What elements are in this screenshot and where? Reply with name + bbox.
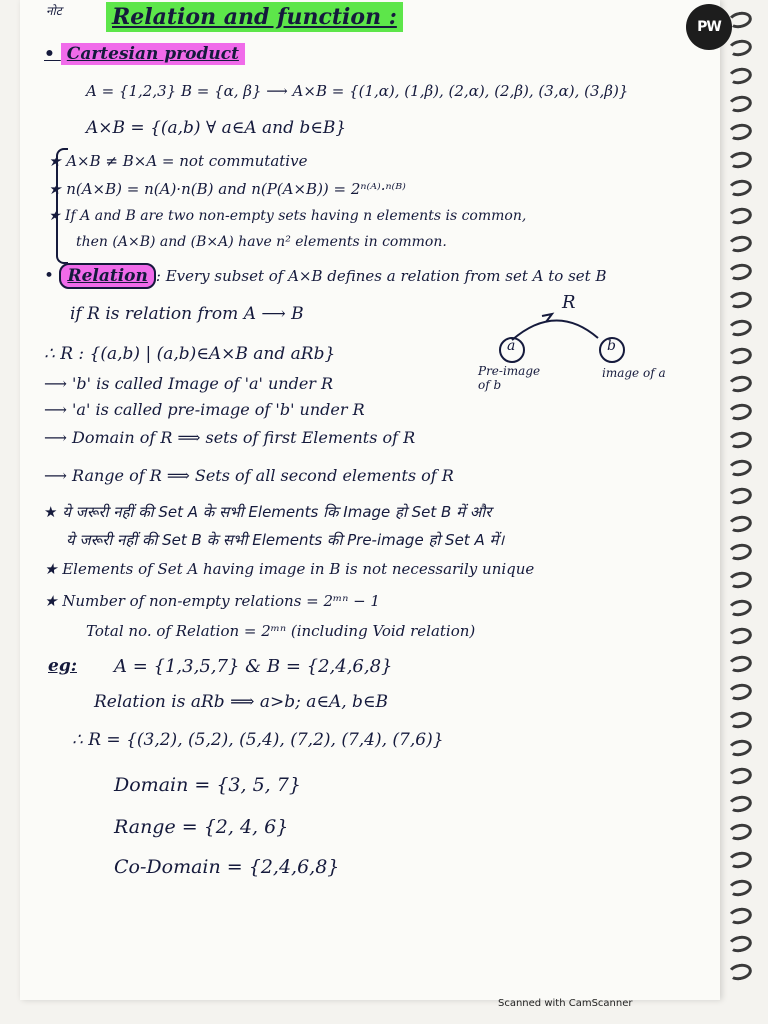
relation-line-2: ∴ R : {(a,b) | (a,b)∈A×B and aRb}: [44, 344, 336, 364]
example-range: Range = {2, 4, 6}: [114, 816, 289, 838]
example-relation: ∴ R = {(3,2), (5,2), (5,4), (7,2), (7,4), (7,6)}: [72, 730, 444, 750]
spiral-ring: [727, 738, 754, 759]
spiral-ring: [727, 402, 754, 423]
node-a-label: a: [507, 338, 516, 354]
relation-point-4: ⟶ Range of R ⟹ Sets of all second elements of R: [44, 466, 454, 485]
cartesian-heading: • Cartesian product: [44, 44, 245, 64]
page-title: Relation and function :: [106, 4, 403, 30]
relation-note-1: ★ Elements of Set A having image in B is not necessarily unique: [44, 560, 535, 578]
caption-pre-image: Pre-image of b: [478, 364, 541, 392]
example-sets: A = {1,3,5,7} & B = {2,4,6,8}: [114, 656, 393, 677]
spiral-ring: [727, 570, 754, 591]
relation-note-3: Total no. of Relation = 2ᵐⁿ (including Void relation): [86, 622, 476, 640]
relation-definition: : Every subset of A×B defines a relation from set A to set B: [155, 267, 607, 285]
spiral-ring: [727, 318, 754, 339]
relation-point-3: ⟶ Domain of R ⟹ sets of first Elements of R: [44, 428, 416, 447]
example-label: eg:: [48, 656, 77, 676]
spiral-ring: [727, 10, 754, 31]
spiral-ring: [727, 654, 754, 675]
spiral-ring: [727, 514, 754, 535]
spiral-ring: [727, 878, 754, 899]
mapping-arrow-path: [512, 320, 598, 340]
relation-row: • Relation : Every subset of A×B defines a relation from set A to set B: [44, 266, 607, 286]
spiral-ring: [727, 626, 754, 647]
spiral-ring: [727, 122, 754, 143]
mapping-label-r: R: [562, 292, 576, 313]
fact-2: ★ n(A×B) = n(A)·n(B) and n(P(A×B)) = 2ⁿ⁽ᴬ⁾·ⁿ⁽ᴮ⁾: [48, 180, 406, 198]
spiral-ring: [727, 150, 754, 171]
relation-note-2: ★ Number of non-empty relations = 2ᵐⁿ − 1: [44, 592, 380, 610]
spiral-ring: [727, 94, 754, 115]
relation-heading: Relation: [59, 263, 155, 289]
spiral-ring: [727, 542, 754, 563]
spiral-ring: [727, 290, 754, 311]
spiral-ring: [727, 962, 754, 983]
spiral-ring: [727, 486, 754, 507]
example-codomain: Co-Domain = {2,4,6,8}: [114, 856, 340, 878]
spiral-ring: [727, 458, 754, 479]
spiral-ring: [727, 934, 754, 955]
cartesian-example: A = {1,2,3} B = {α, β} ⟶ A×B = {(1,α), (1,β), (2,α), (2,β), (3,α), (3,β)}: [86, 82, 629, 100]
spiral-ring: [727, 682, 754, 703]
spiral-ring: [727, 598, 754, 619]
spiral-ring: [727, 822, 754, 843]
fact-1: ★ A×B ≠ B×A = not commutative: [48, 152, 308, 170]
cartesian-definition: A×B = {(a,b) ∀ a∈A and b∈B}: [86, 118, 347, 138]
spiral-ring: [727, 710, 754, 731]
spiral-ring: [727, 430, 754, 451]
spiral-ring: [727, 794, 754, 815]
fact-4: then (A×B) and (B×A) have n² elements in common.: [76, 234, 447, 250]
hindi-note-1: ★ ये जरूरी नहीं की Set A के सभी Elements कि Image हो Set B में और: [44, 503, 492, 521]
spiral-ring: [727, 850, 754, 871]
spiral-ring: [727, 38, 754, 59]
relation-line-1: if R is relation from A ⟶ B: [70, 304, 304, 324]
spiral-ring: [727, 346, 754, 367]
spiral-ring: [727, 206, 754, 227]
node-b-label: b: [607, 338, 616, 354]
relation-point-1: ⟶ 'b' is called Image of 'a' under R: [44, 374, 334, 393]
spiral-ring: [727, 374, 754, 395]
pw-logo: PW: [686, 4, 732, 50]
relation-point-2: ⟶ 'a' is called pre-image of 'b' under R: [44, 400, 365, 419]
caption-image: image of a: [602, 366, 666, 380]
spiral-binding: [724, 0, 760, 1000]
spiral-ring: [727, 906, 754, 927]
page-mark: नोट: [46, 4, 62, 18]
hindi-note-2: ये जरूरी नहीं की Set B के सभी Elements की Pre-image हो Set A में।: [66, 531, 505, 549]
mapping-diagram: [474, 292, 704, 402]
example-domain: Domain = {3, 5, 7}: [114, 774, 301, 796]
spiral-ring: [727, 66, 754, 87]
spiral-ring: [727, 178, 754, 199]
example-rule: Relation is aRb ⟹ a>b; a∈A, b∈B: [94, 692, 389, 712]
spiral-ring: [727, 262, 754, 283]
notebook-page: [20, 0, 720, 1000]
spiral-ring: [727, 234, 754, 255]
scanner-watermark: Scanned with CamScanner: [498, 998, 633, 1009]
fact-3: ★ If A and B are two non-empty sets having n elements is common,: [48, 208, 527, 224]
spiral-ring: [727, 766, 754, 787]
